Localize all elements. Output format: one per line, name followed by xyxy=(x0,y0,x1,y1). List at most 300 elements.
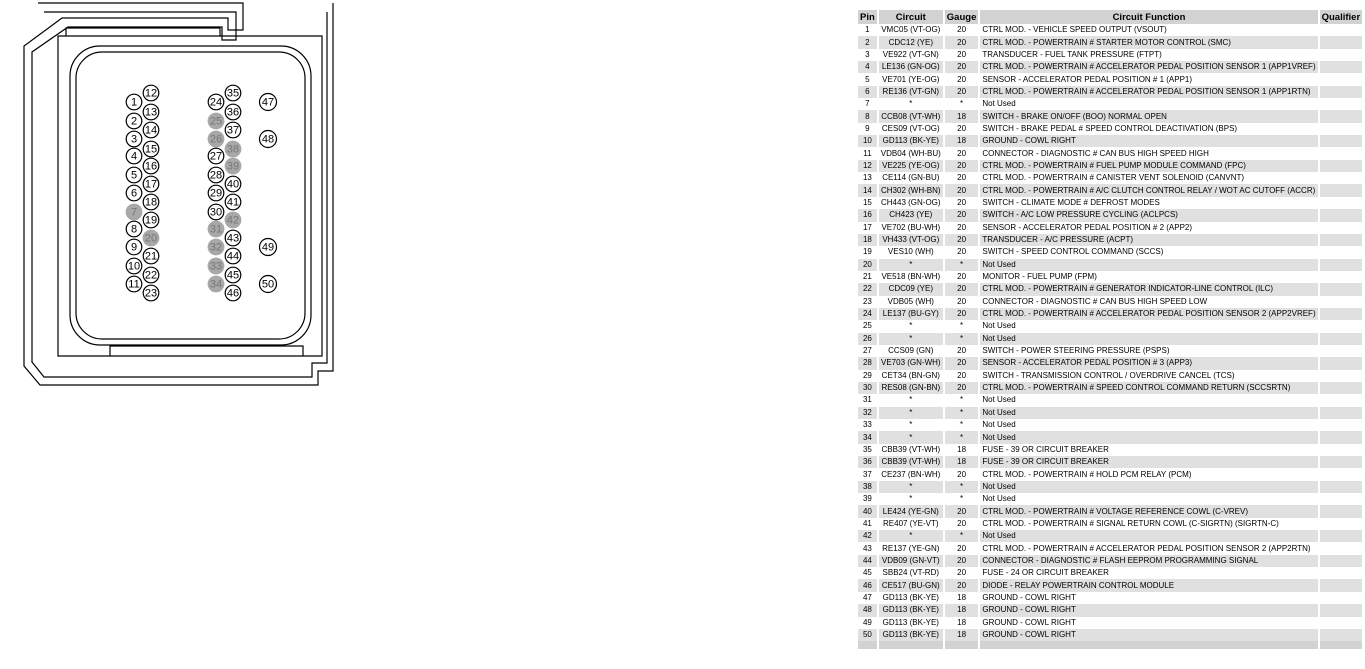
pin-cell: 20 xyxy=(858,259,877,271)
pin-25 xyxy=(208,113,224,129)
pin-cell: 40 xyxy=(858,505,877,517)
function-cell: CTRL MOD. - POWERTRAIN # FUEL PUMP MODULE COMMAND (FPC) xyxy=(980,160,1317,172)
pin-cell: 1 xyxy=(865,25,870,35)
table-row xyxy=(858,579,1362,591)
qualifier-cell xyxy=(1320,246,1363,258)
qualifier-cell xyxy=(1320,160,1363,172)
table-row xyxy=(858,629,1362,641)
table-row xyxy=(858,283,1362,295)
circuit-cell: LE137 (BU-GY) xyxy=(879,308,943,320)
function-cell: SWITCH - SPEED CONTROL COMMAND (SCCS) xyxy=(982,247,1164,257)
pin-30 xyxy=(208,204,224,220)
pin-7 xyxy=(126,204,142,220)
qualifier-cell xyxy=(1320,271,1363,283)
pin-46 xyxy=(225,285,241,301)
pin-34 xyxy=(208,276,224,292)
table-row xyxy=(858,493,1362,505)
pin-number-label: 35 xyxy=(226,87,240,100)
qualifier-cell xyxy=(1320,86,1363,98)
function-cell: SWITCH - TRANSMISSION CONTROL / OVERDRIVE CANCEL (TCS) xyxy=(982,370,1235,380)
table-row xyxy=(858,197,1362,209)
pin-49 xyxy=(260,239,277,256)
pin-cell: 41 xyxy=(862,518,872,528)
table-row xyxy=(858,184,1362,196)
pin-number-label: 28 xyxy=(209,169,223,182)
circuit-cell: * xyxy=(879,407,943,419)
circuit-cell: CBB39 (VT-WH) xyxy=(881,444,941,454)
pin-cell: 8 xyxy=(858,110,877,122)
circuit-cell: VE225 (YE-OG) xyxy=(879,160,943,172)
connector-latch-top xyxy=(66,28,220,36)
function-cell: SWITCH - BRAKE PEDAL # SPEED CONTROL DEACTIVATION (BPS) xyxy=(982,123,1238,133)
qualifier-cell xyxy=(1320,617,1363,629)
pin-cell: 44 xyxy=(858,555,877,567)
circuit-cell: CE114 (GN-BU) xyxy=(882,173,940,183)
table-row xyxy=(858,345,1362,357)
pin-number-label: 40 xyxy=(226,178,240,191)
pin-cell: 11 xyxy=(863,148,872,158)
function-cell: CTRL MOD. - POWERTRAIN # A/C CLUTCH CONTROL RELAY / WOT AC CUTOFF (ACCR) xyxy=(980,184,1317,196)
table-row xyxy=(858,530,1362,542)
pin-44 xyxy=(225,248,241,264)
pin-12 xyxy=(143,85,159,101)
pin-number-label: 32 xyxy=(209,241,223,254)
pin-4 xyxy=(126,148,142,164)
table-row xyxy=(858,357,1362,369)
gauge-cell: * xyxy=(945,407,979,419)
header-pin: Pin xyxy=(860,11,875,23)
pin-number-label: 26 xyxy=(209,133,223,146)
circuit-cell: CH443 (GN-OG) xyxy=(881,197,941,207)
function-cell: CTRL MOD. - POWERTRAIN # VOLTAGE REFERENCE COWL (C-VREV) xyxy=(980,505,1317,517)
gauge-cell: 20 xyxy=(945,357,979,369)
pin-number-label: 11 xyxy=(128,278,140,291)
pin-table xyxy=(856,10,1364,649)
connector-pins xyxy=(126,85,276,301)
function-cell: CTRL MOD. - POWERTRAIN # CANISTER VENT SOLENOID (CANVNT) xyxy=(982,173,1245,183)
pin-cell: 48 xyxy=(858,604,877,616)
qualifier-cell xyxy=(1320,370,1363,382)
circuit-cell: * xyxy=(909,494,913,504)
table-row xyxy=(858,308,1362,320)
pin-18 xyxy=(143,194,159,210)
function-cell: Not Used xyxy=(980,431,1317,443)
qualifier-cell xyxy=(1320,24,1363,36)
gauge-cell: 20 xyxy=(957,74,967,84)
table-row xyxy=(858,468,1362,480)
table-row xyxy=(858,382,1362,394)
qualifier-cell xyxy=(1320,172,1363,184)
function-cell: TRANSDUCER - FUEL TANK PRESSURE (FTPT) xyxy=(982,49,1162,59)
function-cell: DIODE - RELAY POWERTRAIN CONTROL MODULE xyxy=(980,579,1317,591)
qualifier-cell xyxy=(1320,481,1363,493)
gauge-cell: * xyxy=(945,530,979,542)
qualifier-cell xyxy=(1320,444,1363,456)
circuit-cell: VDB04 (WH-BU) xyxy=(880,148,941,158)
gauge-cell: 20 xyxy=(957,543,967,553)
circuit-cell: CE237 (BN-WH) xyxy=(881,469,941,479)
gauge-cell: 18 xyxy=(957,592,967,602)
gauge-cell: 20 xyxy=(945,555,979,567)
circuit-cell: CH302 (WH-BN) xyxy=(879,184,943,196)
pin-number-label: 14 xyxy=(144,124,158,137)
gauge-cell: 20 xyxy=(945,382,979,394)
pin-number-label: 45 xyxy=(226,269,240,282)
pin-cell: 43 xyxy=(862,543,872,553)
circuit-cell: * xyxy=(879,259,943,271)
pin-number-label: 9 xyxy=(130,241,138,254)
pin-number-label: 3 xyxy=(130,133,138,146)
function-cell: CONNECTOR - DIAGNOSTIC # CAN BUS HIGH SPEED LOW xyxy=(982,296,1208,306)
table-row xyxy=(858,394,1362,406)
qualifier-cell xyxy=(1320,259,1363,271)
qualifier-cell xyxy=(1320,419,1363,431)
pin-5 xyxy=(126,167,142,183)
table-row xyxy=(858,320,1362,332)
circuit-cell: VES10 (WH) xyxy=(887,247,934,257)
function-cell: GROUND - COWL RIGHT xyxy=(980,629,1317,641)
table-row xyxy=(858,271,1362,283)
gauge-cell: 18 xyxy=(957,617,967,627)
circuit-cell: RE136 (VT-GN) xyxy=(879,86,943,98)
qualifier-cell xyxy=(1320,135,1363,147)
gauge-cell: 18 xyxy=(945,110,979,122)
qualifier-cell xyxy=(1320,308,1363,320)
pin-number-label: 34 xyxy=(209,278,223,291)
circuit-cell: VDB09 (GN-VT) xyxy=(879,555,943,567)
pin-number-label: 21 xyxy=(144,250,158,263)
circuit-cell: * xyxy=(879,481,943,493)
qualifier-cell xyxy=(1320,592,1363,604)
circuit-cell: * xyxy=(909,420,913,430)
pin-number-label: 24 xyxy=(209,96,223,109)
qualifier-cell xyxy=(1320,567,1363,579)
pin-number-label: 8 xyxy=(130,223,138,236)
pin-24 xyxy=(208,94,224,110)
pin-cell: 34 xyxy=(858,431,877,443)
pin-23 xyxy=(143,285,159,301)
pin-31 xyxy=(208,221,224,237)
pin-cell: 42 xyxy=(858,530,877,542)
qualifier-cell xyxy=(1320,209,1363,221)
pin-number-label: 5 xyxy=(130,169,138,182)
pin-cell: 2 xyxy=(858,36,877,48)
circuit-cell: GD113 (BK-YE) xyxy=(882,617,939,627)
pin-number-label: 50 xyxy=(261,278,275,291)
circuit-cell: CE517 (BU-GN) xyxy=(879,579,943,591)
circuit-cell: * xyxy=(879,530,943,542)
function-cell: Not Used xyxy=(982,99,1016,109)
pin-29 xyxy=(208,185,224,201)
function-cell: FUSE - 24 OR CIRCUIT BREAKER xyxy=(982,568,1109,578)
pin-number-label: 2 xyxy=(130,115,138,128)
table-row xyxy=(858,98,1362,110)
circuit-cell: VE922 (VT-GN) xyxy=(882,49,939,59)
gauge-cell: 18 xyxy=(957,444,967,454)
gauge-cell: * xyxy=(945,259,979,271)
gauge-cell: 20 xyxy=(957,518,967,528)
pin-6 xyxy=(126,185,142,201)
function-cell: Not Used xyxy=(980,259,1317,271)
qualifier-cell xyxy=(1320,493,1363,505)
pin-35 xyxy=(225,85,241,101)
gauge-cell: 20 xyxy=(957,222,967,232)
pin-40 xyxy=(225,176,241,192)
gauge-cell: 20 xyxy=(957,346,967,356)
gauge-cell: 20 xyxy=(957,272,967,282)
pin-number-label: 19 xyxy=(144,214,158,227)
table-row xyxy=(858,147,1362,159)
pin-number-label: 16 xyxy=(144,160,158,173)
gauge-cell: 18 xyxy=(945,629,979,641)
circuit-cell: VE702 (BU-WH) xyxy=(881,222,941,232)
table-row xyxy=(858,234,1362,246)
pin-37 xyxy=(225,122,241,138)
table-row xyxy=(858,542,1362,554)
gauge-cell: 20 xyxy=(957,247,967,257)
function-cell: FUSE - 39 OR CIRCUIT BREAKER xyxy=(982,444,1109,454)
function-cell: Not Used xyxy=(982,395,1016,405)
pin-number-label: 15 xyxy=(144,143,158,156)
pin-cell: 29 xyxy=(862,370,872,380)
pin-cell: 22 xyxy=(858,283,877,295)
pin-number-label: 10 xyxy=(127,260,141,273)
pin-cell: 6 xyxy=(858,86,877,98)
gauge-cell: 20 xyxy=(945,505,979,517)
function-cell: CTRL MOD. - POWERTRAIN # STARTER MOTOR CONTROL (SMC) xyxy=(980,36,1317,48)
pin-43 xyxy=(225,230,241,246)
pin-number-label: 17 xyxy=(144,178,158,191)
pin-number-label: 49 xyxy=(261,241,275,254)
circuit-cell: LE424 (YE-GN) xyxy=(879,505,943,517)
connector-cavity-outline xyxy=(70,46,311,345)
pin-8 xyxy=(126,221,142,237)
function-cell: CTRL MOD. - VEHICLE SPEED OUTPUT (VSOUT) xyxy=(982,25,1167,35)
circuit-cell: * xyxy=(909,395,913,405)
pin-cell: 28 xyxy=(858,357,877,369)
header-circuit: Circuit xyxy=(879,10,943,24)
circuit-cell: VMC05 (VT-OG) xyxy=(881,25,941,35)
pin-number-label: 20 xyxy=(144,232,158,245)
table-row xyxy=(858,592,1362,604)
circuit-cell: VH433 (VT-OG) xyxy=(879,234,943,246)
gauge-cell: 20 xyxy=(945,209,979,221)
pin-number-label: 25 xyxy=(209,115,223,128)
circuit-cell: VE703 (GN-WH) xyxy=(879,357,943,369)
function-cell: Not Used xyxy=(982,494,1016,504)
gauge-cell: 20 xyxy=(945,308,979,320)
qualifier-cell xyxy=(1320,147,1363,159)
function-cell: CTRL MOD. - POWERTRAIN # ACCELERATOR PEDAL POSITION SENSOR 1 (APP1VREF) xyxy=(980,61,1317,73)
circuit-cell: CES09 (VT-OG) xyxy=(881,123,940,133)
qualifier-cell xyxy=(1320,505,1363,517)
table-row xyxy=(858,110,1362,122)
gauge-cell: 20 xyxy=(945,283,979,295)
pin-22 xyxy=(143,267,159,283)
function-cell: CONNECTOR - DIAGNOSTIC # FLASH EEPROM PROGRAMMING SIGNAL xyxy=(980,555,1317,567)
gauge-cell: 20 xyxy=(957,469,967,479)
qualifier-cell xyxy=(1320,629,1363,641)
pin-cell: 26 xyxy=(858,333,877,345)
table-row xyxy=(858,86,1362,98)
function-cell: SWITCH - POWER STEERING PRESSURE (PSPS) xyxy=(982,346,1170,356)
qualifier-cell xyxy=(1320,110,1363,122)
circuit-cell: VDB05 (WH) xyxy=(887,296,934,306)
gauge-cell: * xyxy=(960,494,964,504)
pin-number-label: 30 xyxy=(209,206,223,219)
pin-number-label: 6 xyxy=(130,187,138,200)
connector-face-diagram xyxy=(0,0,420,400)
circuit-cell: GD113 (BK-YE) xyxy=(879,629,943,641)
table-row xyxy=(858,456,1362,468)
gauge-cell: 18 xyxy=(945,604,979,616)
circuit-cell: RE137 (YE-GN) xyxy=(882,543,940,553)
table-row xyxy=(858,49,1362,61)
pin-28 xyxy=(208,167,224,183)
footer-cell xyxy=(1320,641,1363,649)
pin-48 xyxy=(260,131,277,148)
table-row xyxy=(858,222,1362,234)
pin-number-label: 48 xyxy=(261,133,275,146)
pin-42 xyxy=(225,212,241,228)
qualifier-cell xyxy=(1320,468,1363,480)
pin-cell: 12 xyxy=(858,160,877,172)
footer-cell xyxy=(980,641,1317,649)
pin-number-label: 36 xyxy=(226,106,240,119)
function-cell: Not Used xyxy=(982,420,1016,430)
table-row xyxy=(858,24,1362,36)
table-row xyxy=(858,160,1362,172)
pin-13 xyxy=(143,104,159,120)
circuit-cell: VE518 (BN-WH) xyxy=(881,272,941,282)
qualifier-cell xyxy=(1320,49,1363,61)
pin-26 xyxy=(208,131,224,147)
function-cell: SENSOR - ACCELERATOR PEDAL POSITION # 1 (APP1) xyxy=(982,74,1193,84)
pin-39 xyxy=(225,158,241,174)
pin-number-label: 13 xyxy=(144,106,158,119)
pin-1 xyxy=(126,94,142,110)
gauge-cell: 20 xyxy=(957,568,967,578)
gauge-cell: 18 xyxy=(945,456,979,468)
pin-cell: 25 xyxy=(862,321,872,331)
function-cell: Not Used xyxy=(980,407,1317,419)
pin-number-label: 23 xyxy=(144,287,158,300)
function-cell: Not Used xyxy=(982,321,1016,331)
pin-38 xyxy=(225,141,241,157)
pin-cell: 16 xyxy=(858,209,877,221)
table-row xyxy=(858,123,1362,135)
pin-number-label: 27 xyxy=(209,150,223,163)
gauge-cell: 20 xyxy=(945,234,979,246)
circuit-cell: CH423 (YE) xyxy=(879,209,943,221)
qualifier-cell xyxy=(1320,345,1363,357)
table-row xyxy=(858,617,1362,629)
pin-3 xyxy=(126,131,142,147)
qualifier-cell xyxy=(1320,530,1363,542)
gauge-cell: 20 xyxy=(957,49,967,59)
qualifier-cell xyxy=(1320,357,1363,369)
qualifier-cell xyxy=(1320,184,1363,196)
qualifier-cell xyxy=(1320,407,1363,419)
pin-number-label: 46 xyxy=(226,287,240,300)
function-cell: CTRL MOD. - POWERTRAIN # ACCELERATOR PEDAL POSITION SENSOR 2 (APP2VREF) xyxy=(980,308,1317,320)
qualifier-cell xyxy=(1320,98,1363,110)
pin-cell: 36 xyxy=(858,456,877,468)
function-cell: Not Used xyxy=(980,333,1317,345)
header-circuit-function: Circuit Function xyxy=(980,10,1317,24)
function-cell: TRANSDUCER - A/C PRESSURE (ACPT) xyxy=(980,234,1317,246)
function-cell: GROUND - COWL RIGHT xyxy=(980,135,1317,147)
table-row xyxy=(858,604,1362,616)
table-row xyxy=(858,518,1362,530)
circuit-cell: * xyxy=(909,321,913,331)
table-row xyxy=(858,431,1362,443)
table-row xyxy=(858,481,1362,493)
function-cell: CTRL MOD. - POWERTRAIN # ACCELERATOR PEDAL POSITION SENSOR 1 (APP1RTN) xyxy=(980,86,1317,98)
table-row xyxy=(858,333,1362,345)
function-cell: CTRL MOD. - POWERTRAIN # HOLD PCM RELAY (PCM) xyxy=(982,469,1192,479)
pin-cell: 27 xyxy=(862,346,872,356)
table-row xyxy=(858,172,1362,184)
circuit-cell: LE136 (GN-OG) xyxy=(879,61,943,73)
circuit-cell: GD113 (BK-YE) xyxy=(882,592,939,602)
circuit-cell: CDC09 (YE) xyxy=(879,283,943,295)
function-cell: SENSOR - ACCELERATOR PEDAL POSITION # 2 (APP2) xyxy=(982,222,1193,232)
table-row xyxy=(858,296,1362,308)
pin-cell: 24 xyxy=(858,308,877,320)
table-row xyxy=(858,209,1362,221)
qualifier-cell xyxy=(1320,333,1363,345)
pin-cell: 3 xyxy=(865,49,870,59)
pin-cell: 4 xyxy=(858,61,877,73)
connector-latch-bottom xyxy=(110,346,303,356)
function-cell: CTRL MOD. - POWERTRAIN # SPEED CONTROL COMMAND RETURN (SCCSRTN) xyxy=(980,382,1317,394)
header-gauge: Gauge xyxy=(946,11,977,23)
gauge-cell: 20 xyxy=(945,184,979,196)
gauge-cell: * xyxy=(945,481,979,493)
pin-cell: 39 xyxy=(862,494,872,504)
circuit-cell: * xyxy=(879,431,943,443)
pin-cell: 46 xyxy=(858,579,877,591)
circuit-cell: CCB08 (VT-WH) xyxy=(879,110,943,122)
pin-cell: 49 xyxy=(862,617,872,627)
pin-number-label: 1 xyxy=(130,96,138,109)
function-cell: SENSOR - ACCELERATOR PEDAL POSITION # 3 (APP3) xyxy=(980,357,1317,369)
pin-27 xyxy=(208,148,224,164)
function-cell: CTRL MOD. - POWERTRAIN # ACCELERATOR PEDAL POSITION SENSOR 2 (APP2RTN) xyxy=(982,543,1311,553)
function-cell: GROUND - COWL RIGHT xyxy=(982,617,1076,627)
pin-number-label: 47 xyxy=(261,96,275,109)
pin-16 xyxy=(143,158,159,174)
pin-cell: 45 xyxy=(862,568,872,578)
pin-cell: 30 xyxy=(858,382,877,394)
qualifier-cell xyxy=(1320,197,1363,209)
gauge-cell: 20 xyxy=(957,148,967,158)
pin-table-header-row xyxy=(858,10,1362,24)
table-row xyxy=(858,444,1362,456)
table-row xyxy=(858,73,1362,85)
pin-number-label: 37 xyxy=(226,124,240,137)
qualifier-cell xyxy=(1320,283,1363,295)
table-row xyxy=(858,61,1362,73)
pin-cell: 15 xyxy=(862,197,872,207)
gauge-cell: * xyxy=(945,431,979,443)
table-row xyxy=(858,370,1362,382)
pin-cell: 14 xyxy=(858,184,877,196)
table-footer-row xyxy=(858,641,1362,649)
gauge-cell: 20 xyxy=(957,296,967,306)
pin-number-label: 43 xyxy=(226,232,240,245)
